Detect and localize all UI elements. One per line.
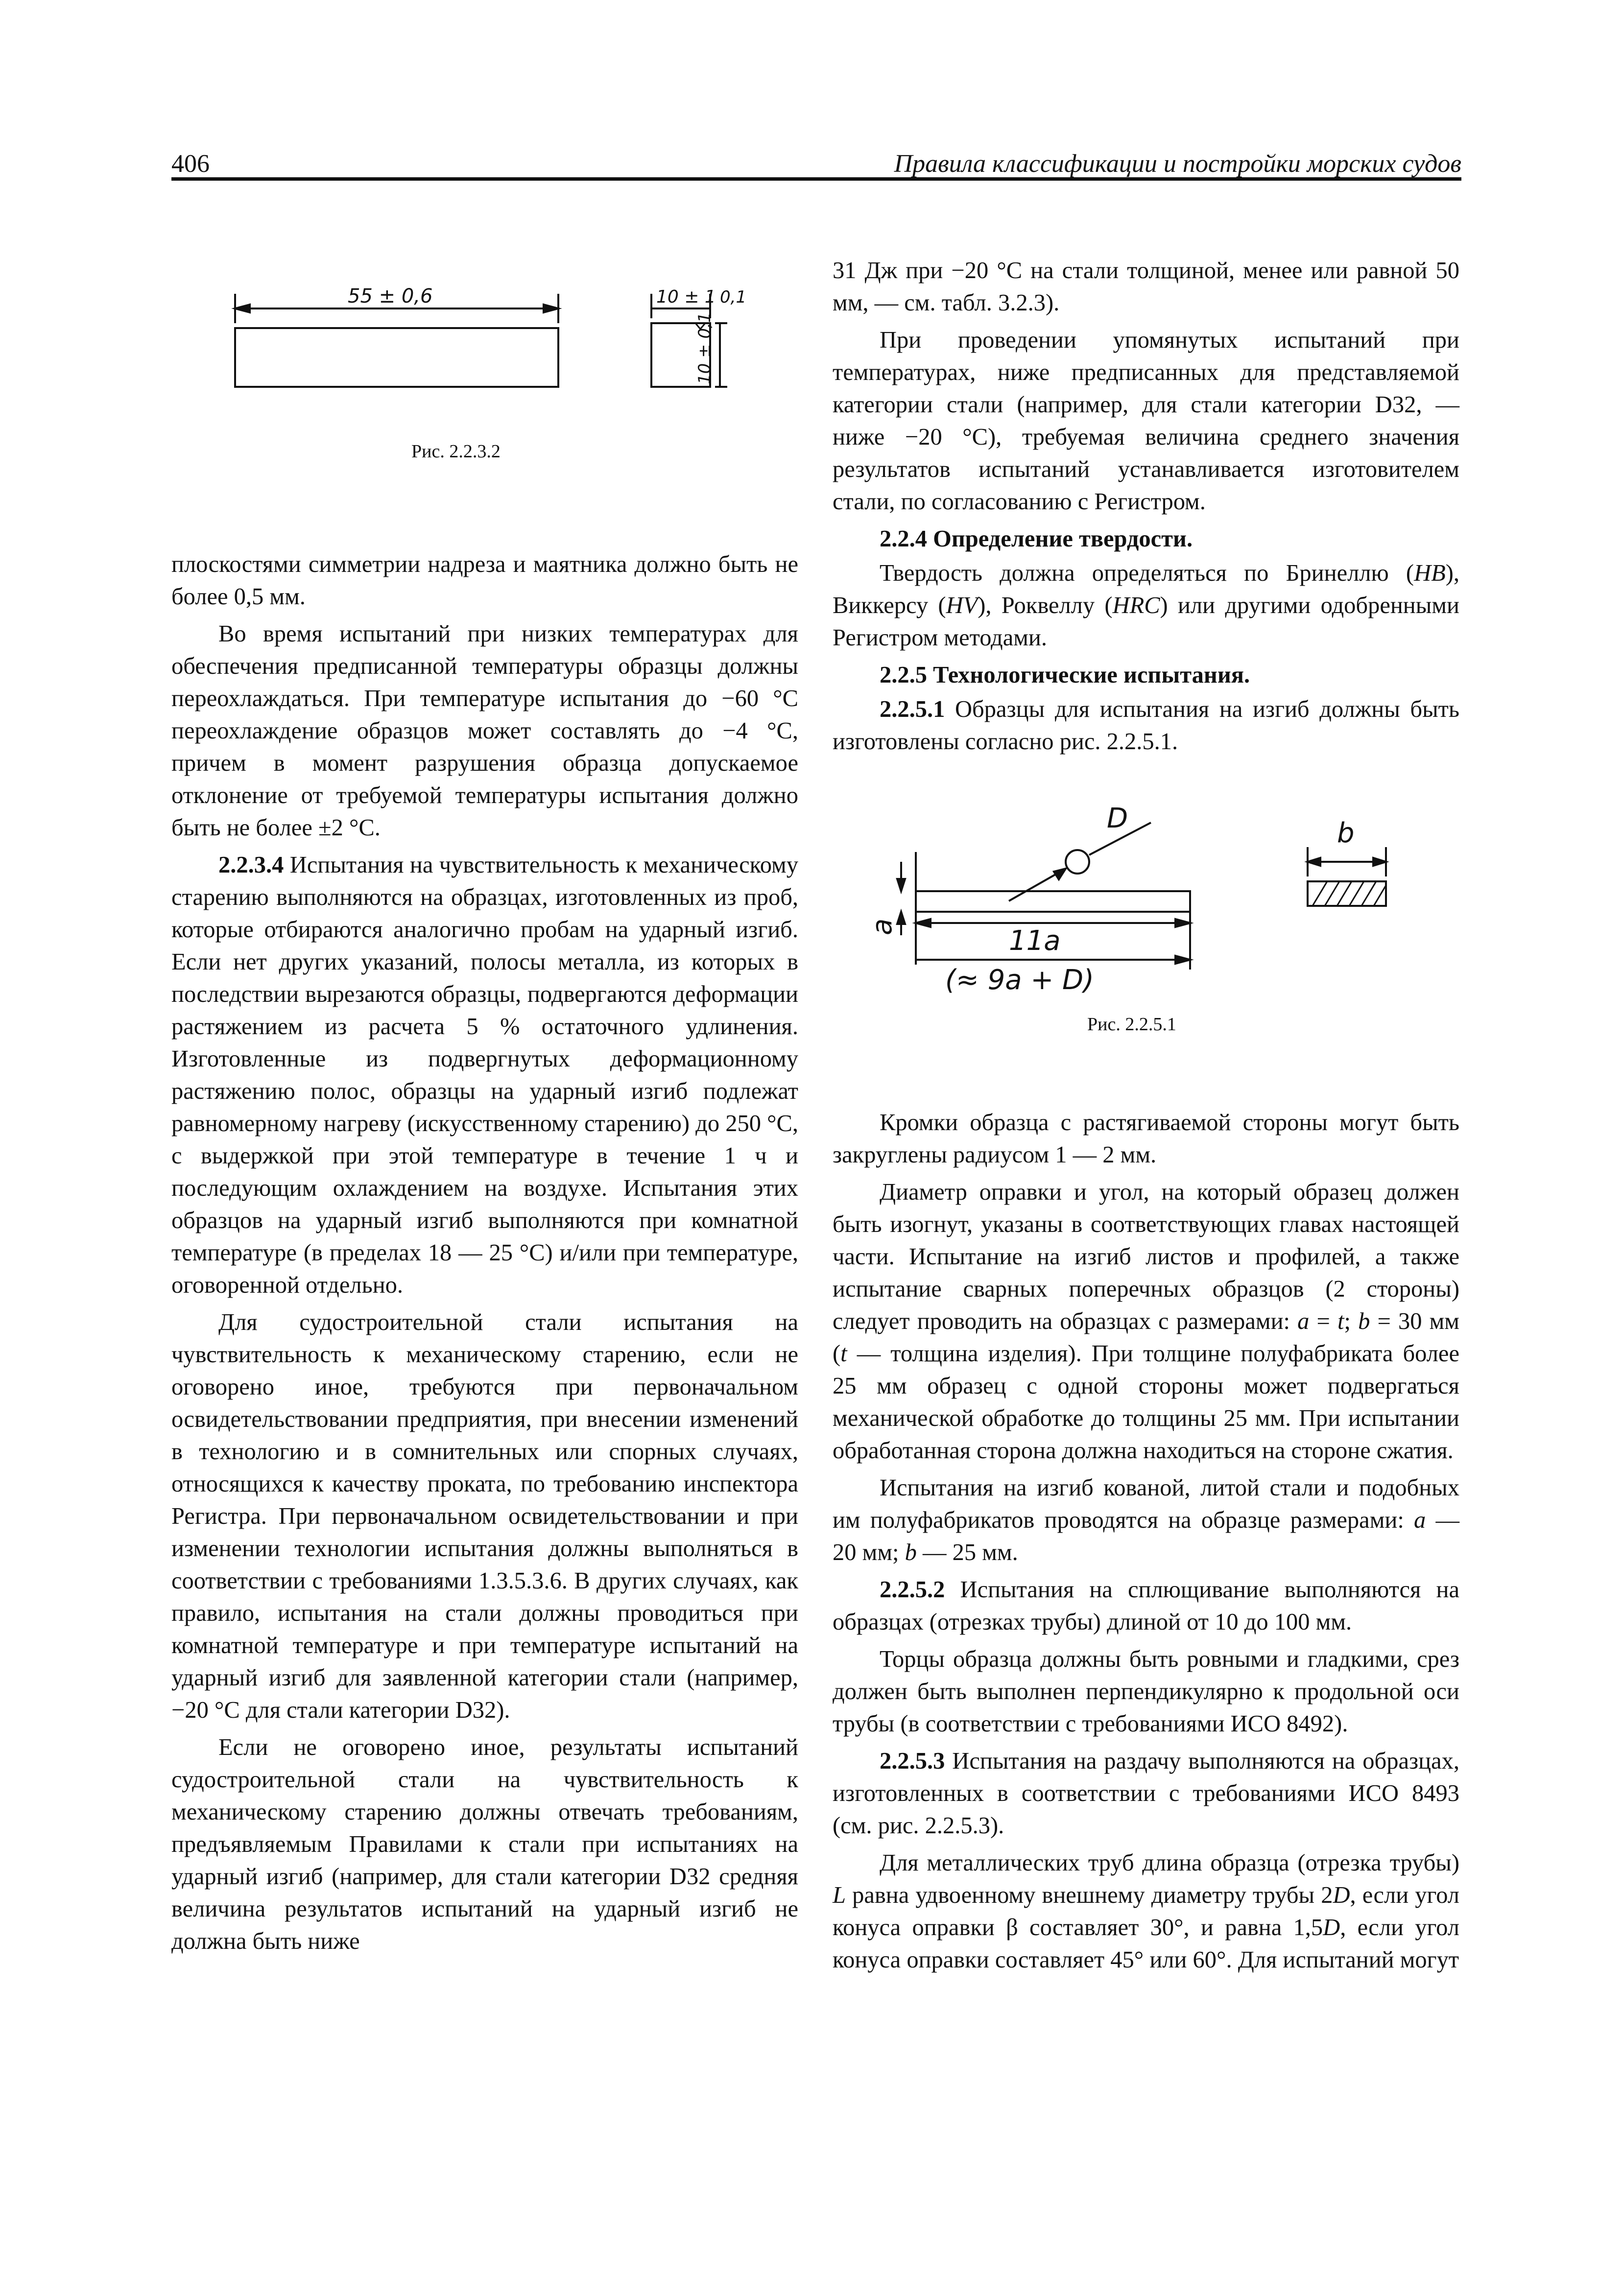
dim-length-label: 55 ± 0,6 [348,285,433,308]
paragraph: 2.2.3.4 Испытания на чувствительность к механическому старению выполняются на образцах, изготовленных из проб, которые отбираются аналогично пробам на ударный изгиб. Если нет других указаний, полосы металла, из которых в последствии вырезаются образцы, подвергаются деформации растяжением из расчета 5 % остаточного удлинения. Изготовленные из подвергнутых деформационному растяжению полос, образцы на ударный изгиб подлежат равномерному нагреву (искусственному старению) до 250 °С, с выдержкой при этой температуре в течение 1 ч и последующим охлаждением на воздухе. Испытания этих образцов на ударный изгиб выполняются при комнатной температуре (в пределах 18 — 25 °С) и/или при температуре, оговоренной отдельно. [171,852,798,1298]
right-column-bottom [833,1107,1459,1981]
clause-number: 2.2.5.2 [880,1577,945,1603]
page-header [171,142,1461,181]
figure-2-2-5-1 [866,803,1430,1009]
paragraph: 2.2.5.1 Образцы для испытания на изгиб должны быть изготовлены согласно рис. 2.2.5.1. [833,696,1459,755]
figure-2-2-3-2 [225,274,754,402]
specimen-side-view [235,328,558,387]
clause-number: 2.2.3.4 [218,852,284,878]
paragraph: Во время испытаний при низких температурах для обеспечения предписанной температуры образцы должны переохлаждаться. При температуре испытания до −60 °С переохлаждение образцов может составлять до −4 °С, причем в момент разрушения образца допускаемое отклонение от требуемой температуры испытания должно быть не более ±2 °С. [171,621,798,841]
page-number: 406 [171,150,210,178]
left-column [171,548,798,1963]
length-label: (≈ 9a + D) [945,964,1095,996]
specimen-bar [916,891,1190,912]
paragraph: 31 Дж при −20 °С на стали толщиной, менее или равной 50 мм, — см. табл. 3.2.3). [833,258,1459,316]
paragraph: При проведении упомянутых испытаний при температурах, ниже предписанных для представляемой категории стали (например, для стали категории D32, — ниже −20 °С), требуемая величина среднего значения результатов испытаний устанавливается изготовителем стали, по согласованию с Регистром. [833,327,1459,515]
figure-caption: Рис. 2.2.5.1 [1087,1014,1176,1035]
paragraph: 2.2.5.2 Испытания на сплющивание выполняются на образцах (отрезках трубы) длиной от 10 до 100 мм. [833,1577,1459,1635]
label-b: b [1337,817,1355,849]
paragraph: Твердость должна определяться по Бринеллю (HB), Виккерсу (HV), Роквеллу (HRC) или другими одобренными Регистром методами. [833,560,1459,651]
dim-height-label: 10 ± 0,1 [695,312,715,384]
paragraph: плоскостями симметрии надреза и маятника должно быть не более 0,5 мм. [171,551,798,610]
span-label: 11a [1009,925,1061,957]
paragraph: Торцы образца должны быть ровными и гладкими, срез должен быть выполнен перпендикулярно к продольной оси трубы (в соответствии с требованиями ИСО 8492). [833,1646,1459,1737]
section-heading: 2.2.5 Технологические испытания. [880,662,1250,688]
right-column-top [833,255,1459,763]
dim-width-label: 10 ± 1 [656,287,716,307]
bend-specimen-drawing [866,803,1430,1009]
figure-caption: Рис. 2.2.3.2 [411,441,501,462]
paragraph: Для судостроительной стали испытания на чувствительность к механическому старению, если не оговорено иное, требуются при первоначальном освидетельствовании предприятия, при внесении изменений в технологию и в сомнительных или спорных случаях, относящихся к качеству проката, по требованию инспектора Регистра. При первоначальном освидетельствовании и при изменении технологии испытания должны выполняться в соответствии с требованиями 1.3.5.3.6. В других случаях, как правило, испытания на стали должны проводиться при комнатной температуре и при температуре испытаний на ударный изгиб для заявленной категории стали (например, −20 °С для стали категории D32). [171,1309,798,1723]
paragraph: Диаметр оправки и угол, на который образец должен быть изогнут, указаны в соответствующих главах настоящей части. Испытание на изгиб листов и профилей, а также испытание сварных поперечных образцов (2 стороны) следует проводить на образцах с размерами: a = t; b = 30 мм (t — толщина изделия). При толщине полуфабриката более 25 мм образец с одной стороны может подвергаться механической обработке до толщины 25 мм. При испытании обработанная сторона должна находиться на стороне сжатия. [833,1179,1459,1464]
label-a: a [866,918,898,935]
section-hatching [1313,881,1386,906]
paragraph: Кромки образца с растягиваемой стороны могут быть закруглены радиусом 1 — 2 мм. [833,1110,1459,1168]
paragraph: Для металлических труб длина образца (отрезка трубы) L равна удвоенному внешнему диаметру трубы 2D, если угол конуса оправки β составляет 30°, и равна 1,5D, если угол конуса оправки составляет 45° или 60°. Для испытаний могут [833,1850,1460,1973]
paragraph: Испытания на изгиб кованой, литой стали и подобных им полуфабрикатов проводятся на образце размерами: a — 20 мм; b — 25 мм. [833,1475,1459,1565]
header-rule [171,177,1461,181]
dim-gap-label: 0,1 [720,287,747,307]
specimen-drawing [225,274,754,402]
clause-number: 2.2.5.1 [880,696,945,722]
running-title: Правила классификации и постройки морских судов [894,150,1461,178]
paragraph: Если не оговорено иное, результаты испытаний судостроительной стали на чувствительность к механическому старению должны отвечать требованиям, предъявляемым Правилами к стали при испытаниях на ударный изгиб (например, для стали категории D32 средняя величина результатов испытаний на ударный изгиб не должна быть ниже [171,1734,798,1954]
section-heading: 2.2.4 Определение твердости. [880,526,1193,552]
label-d: D [1107,803,1128,834]
paragraph: 2.2.5.3 Испытания на раздачу выполняются на образцах, изготовленных в соответствии с требованиями ИСО 8493 (см. рис. 2.2.5.3). [833,1748,1459,1839]
clause-number: 2.2.5.3 [880,1748,945,1774]
mandrel-circle [1066,850,1089,874]
